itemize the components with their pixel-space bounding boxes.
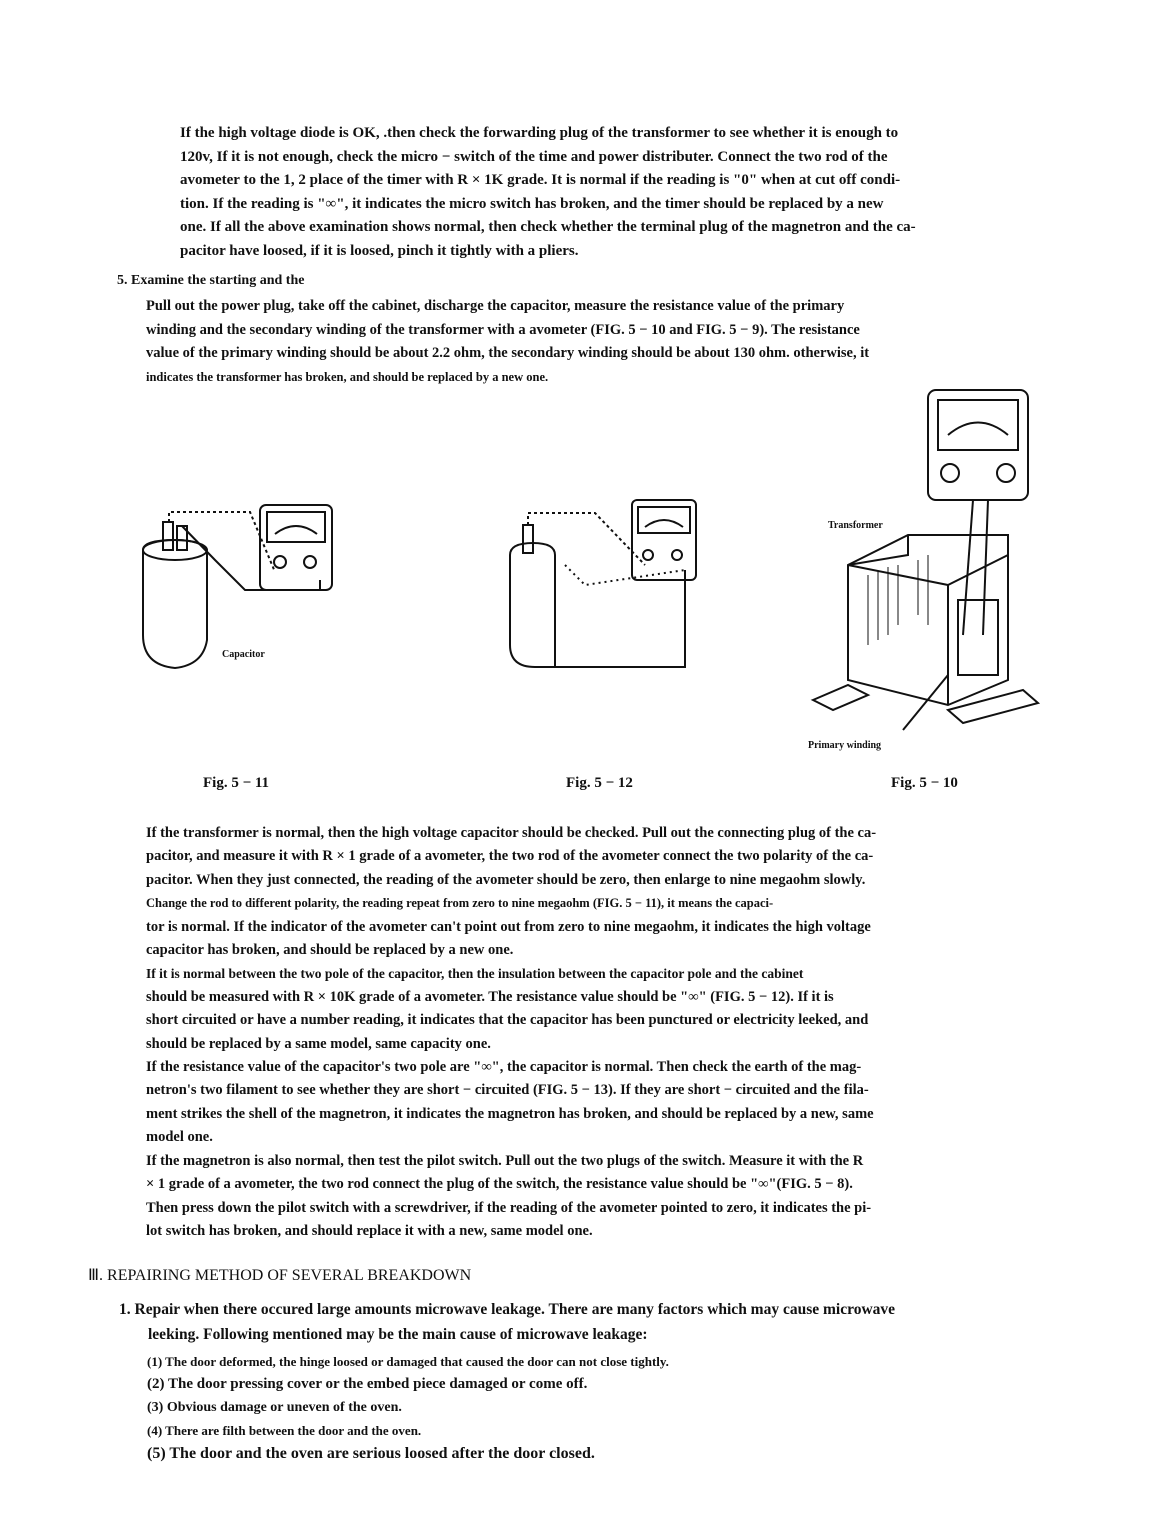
text-line: If the resistance value of the capacitor's two pole are "∞", the capacitor is normal. Then check the earth of the mag- [146, 1059, 862, 1076]
text-line: leeking. Following mentioned may be the main cause of microwave leakage: [148, 1326, 648, 1343]
text-line: 120v, If it is not enough, check the micro − switch of the time and power distributer. Connect the two rod of the [180, 148, 888, 165]
text-line: If the transformer is normal, then the high voltage capacitor should be checked. Pull out the connecting plug of the ca- [146, 825, 877, 841]
section-5-body [146, 295, 1101, 389]
text-line: pacitor have loosed, if it is loosed, pinch it tightly with a pliers. [180, 242, 579, 259]
list-item: (5) The door and the oven are serious loosed after the door closed. [147, 1445, 595, 1462]
text-line: short circuited or have a number reading, it indicates that the capacitor has been punctured or electricity leeked, and [146, 1012, 869, 1029]
list-item: (4) There are filth between the door and the oven. [147, 1423, 422, 1438]
fig-5-10-illustration [808, 385, 1048, 755]
body-paragraph [146, 822, 1101, 1243]
fig-5-11-caption: Fig. 5 − 11 [203, 775, 270, 791]
fig-5-12-caption: Fig. 5 − 12 [566, 775, 633, 791]
text-line: netron's two filament to see whether they are short − circuited (FIG. 5 − 13). If they are short − circuited and the fila- [146, 1082, 869, 1099]
text-line: pacitor. When they just connected, the reading of the avometer should be zero, then enlarge to nine megaohm slowly. [146, 871, 866, 888]
text-line: indicates the transformer has broken, and should be replaced by a new one. [146, 369, 549, 384]
text-line: lot switch has broken, and should replace it with a new, same model one. [146, 1222, 593, 1239]
text-line: Then press down the pilot switch with a screwdriver, if the reading of the avometer pointed to zero, it indicates the pi- [146, 1199, 872, 1216]
section-3-item-1 [119, 1297, 1109, 1347]
list-item: (3) Obvious damage or uneven of the oven. [147, 1400, 402, 1415]
text-line: pacitor, and measure it with R × 1 grade of a avometer, the two rod of the avometer connect the two polarity of the ca- [146, 848, 874, 865]
text-line: avometer to the 1, 2 place of the timer with R × 1K grade. It is normal if the reading is "0" when at cut off condi- [180, 172, 901, 188]
text-line: winding and the secondary winding of the transformer with a avometer (FIG. 5 − 10 and FIG. 5 − 9). The resistance [146, 321, 860, 338]
text-line: If the magnetron is also normal, then test the pilot switch. Pull out the two plugs of the switch. Measure it with the R [146, 1152, 864, 1169]
fig-5-12-illustration [505, 495, 705, 675]
intro-paragraph [180, 122, 1105, 263]
text-line: If it is normal between the two pole of the capacitor, then the insulation between the capacitor pole and the cabinet [146, 966, 804, 982]
causes-list [147, 1350, 669, 1465]
text-line: Change the rod to different polarity, the reading repeat from zero to nine megaohm (FIG. 5 − 11), it means the capaci- [146, 896, 774, 911]
text-line: model one. [146, 1129, 213, 1146]
text-line: tor is normal. If the indicator of the avometer can't point out from zero to nine megaohm, it indicates the high voltage [146, 918, 871, 935]
text-line: 1. Repair when there occured large amounts microwave leakage. There are many factors which may cause microwave [119, 1301, 896, 1318]
primary-winding-label: Primary winding [808, 740, 882, 751]
capacitor-label: Capacitor [222, 649, 265, 660]
text-line: should be replaced by a same model, same capacity one. [146, 1035, 491, 1052]
list-item: (2) The door pressing cover or the embed piece damaged or come off. [147, 1376, 588, 1392]
text-line: ment strikes the shell of the magnetron, it indicates the magnetron has broken, and should be replaced by a new, same [146, 1105, 874, 1122]
text-line: capacitor has broken, and should be replaced by a new one. [146, 942, 514, 959]
list-item: (1) The door deformed, the hinge loosed or damaged that caused the door can not close tightly. [147, 1354, 669, 1369]
section-3-title: Ⅲ. REPAIRING METHOD OF SEVERAL BREAKDOWN [88, 1267, 472, 1284]
text-line: If the high voltage diode is OK, .then check the forwarding plug of the transformer to see whether it is enough to [180, 125, 899, 141]
fig-5-10-caption: Fig. 5 − 10 [891, 775, 958, 791]
text-line: × 1 grade of a avometer, the two rod connect the plug of the switch, the resistance value should be "∞"(FIG. 5 − 8). [146, 1176, 853, 1193]
text-line: should be measured with R × 10K grade of a avometer. The resistance value should be "∞" (FIG. 5 − 12). If it is [146, 988, 834, 1005]
transformer-label: Transformer [828, 520, 883, 531]
text-line: Pull out the power plug, take off the cabinet, discharge the capacitor, measure the resistance value of the primary [146, 298, 845, 314]
text-line: value of the primary winding should be about 2.2 ohm, the secondary winding should be about 130 ohm. otherwise, it [146, 345, 870, 361]
section-5-title: 5. Examine the starting and the [117, 273, 305, 288]
text-line: one. If all the above examination shows normal, then check whether the terminal plug of the magnetron and the ca- [180, 219, 916, 235]
text-line: tion. If the reading is "∞", it indicates the micro switch has broken, and the timer should be replaced by a new [180, 195, 884, 212]
